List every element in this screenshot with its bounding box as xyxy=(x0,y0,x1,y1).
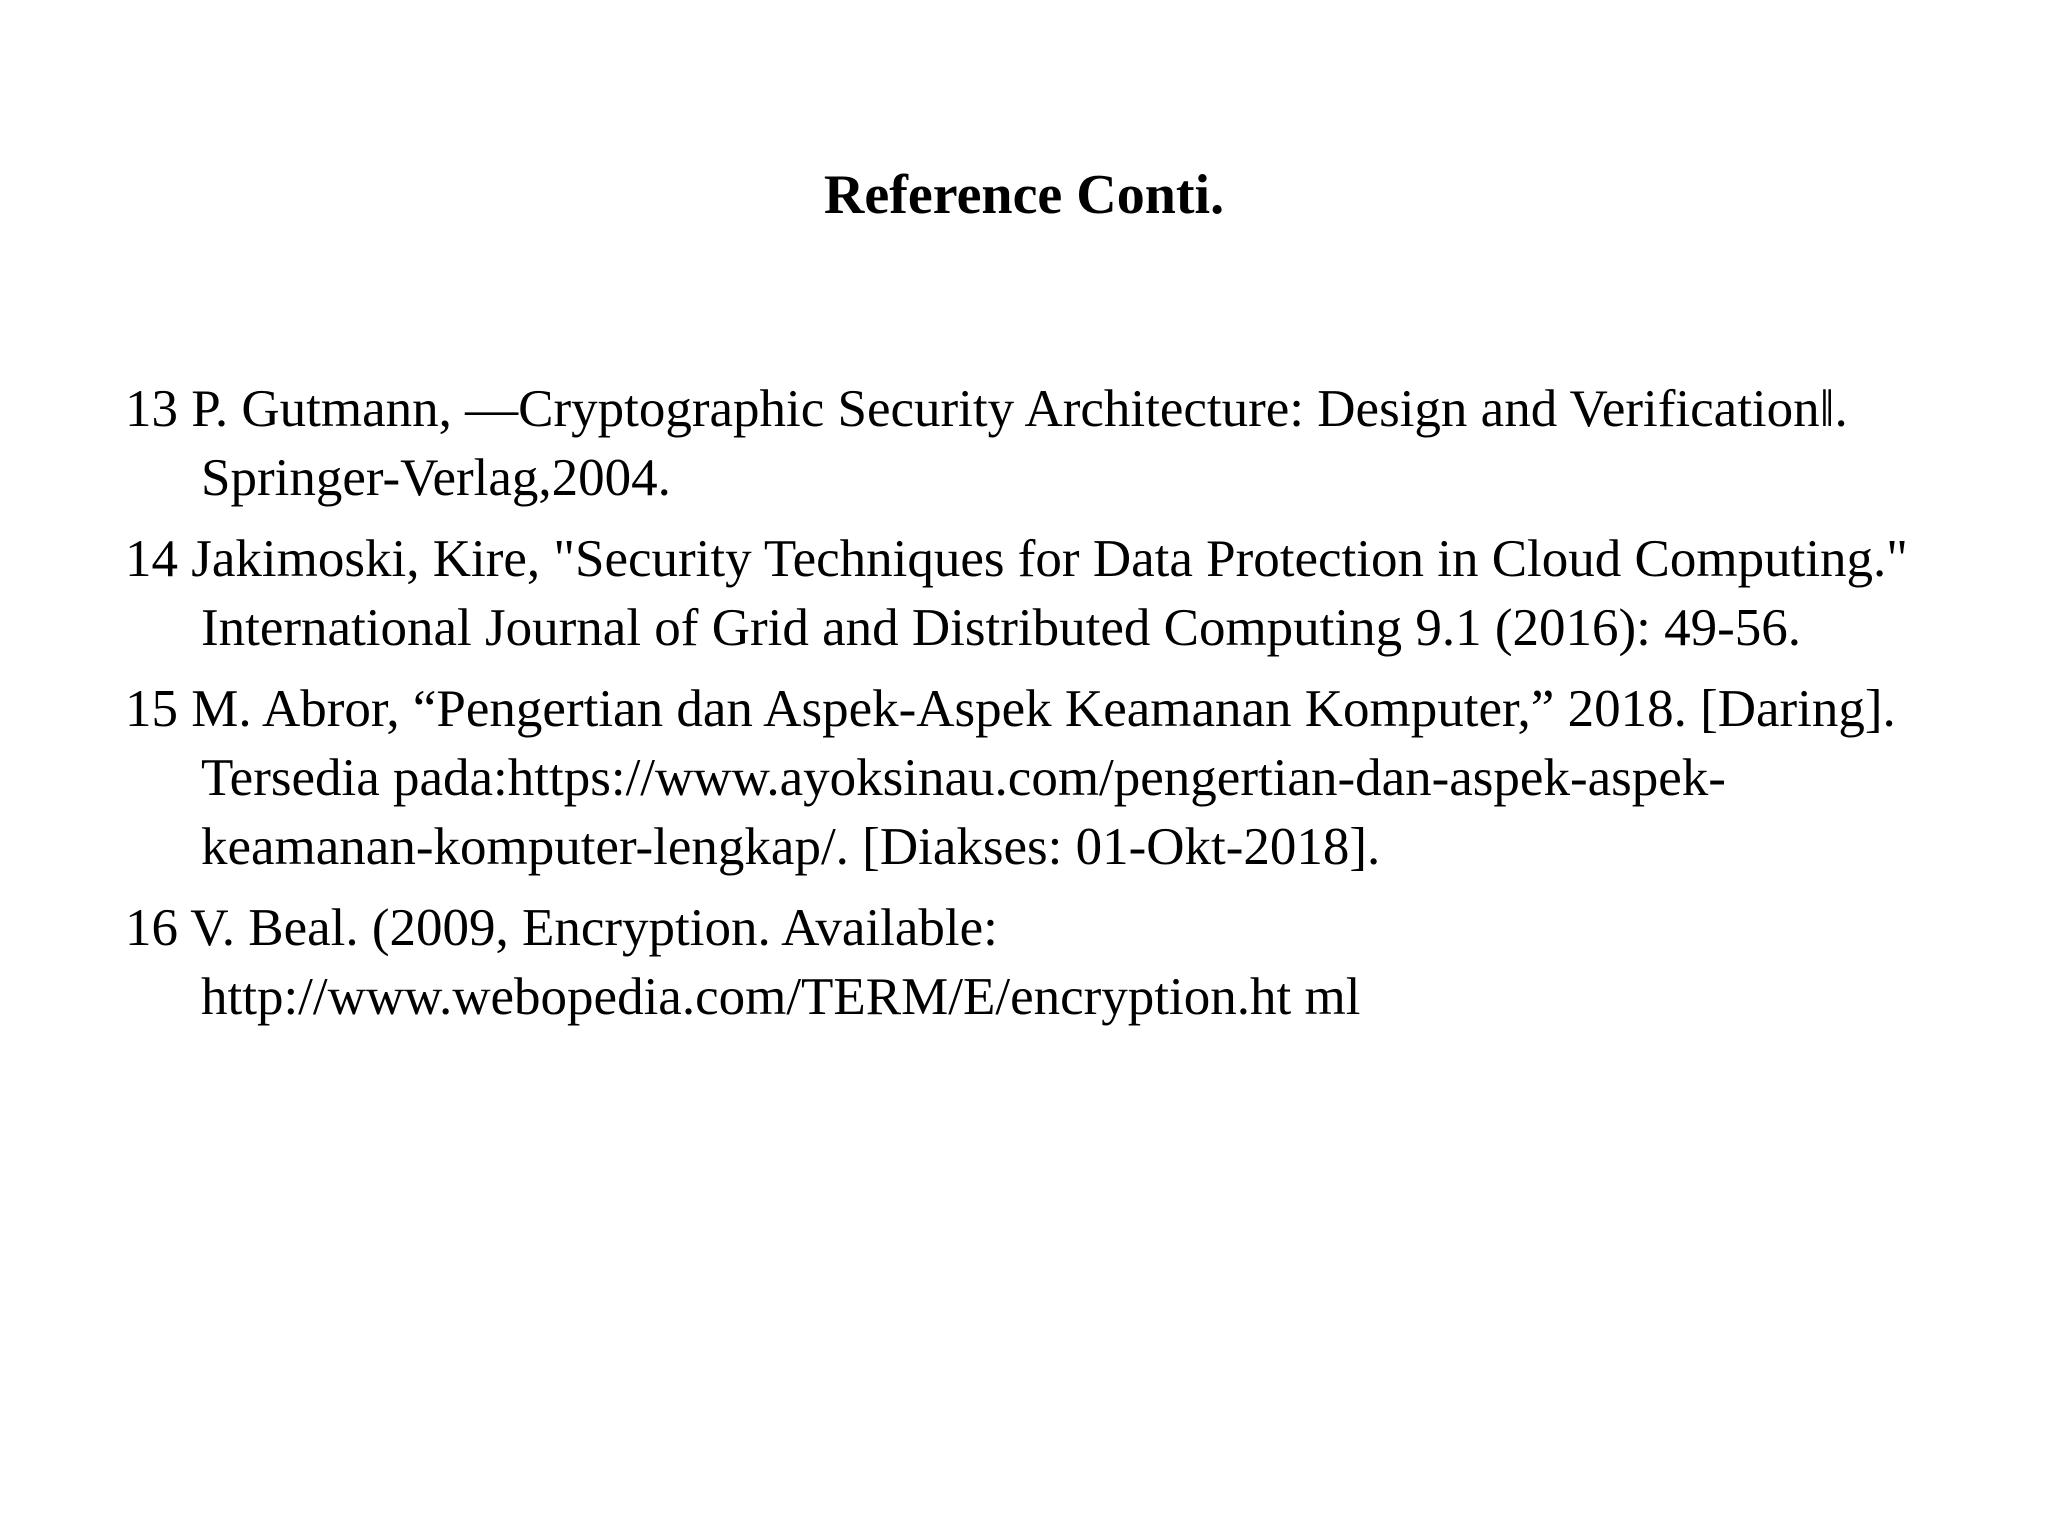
reference-number: 16 xyxy=(125,899,178,957)
reference-number: 15 xyxy=(125,680,178,738)
reference-list xyxy=(125,375,1955,1044)
reference-item-14 xyxy=(125,525,1955,663)
reference-item-15 xyxy=(125,675,1955,882)
reference-text: V. Beal. (2009, Encryption. Available: http://www.webopedia.com/TERM/E/encryption.ht ml xyxy=(190,899,1361,1026)
reference-number: 13 xyxy=(125,380,178,438)
reference-text: M. Abror, “Pengertian dan Aspek-Aspek Keamanan Komputer,” 2018. [Daring]. Tersedia pada:https://www.ayoksinau.com/pengertian-dan-aspek-aspek-keamanan-komputer-lengkap/. [Diakses: 01-Okt-2018]. xyxy=(191,680,1896,876)
reference-text: Jakimoski, Kire, "Security Techniques for Data Protection in Cloud Computing." International Journal of Grid and Distributed Computing 9.1 (2016): 49-56. xyxy=(191,530,1908,657)
reference-number: 14 xyxy=(125,530,178,588)
reference-text: P. Gutmann, ―Cryptographic Security Architecture: Design and Verification‖. Springer-Verlag,2004. xyxy=(191,380,1848,507)
reference-item-16 xyxy=(125,894,1955,1032)
slide-title: Reference Conti. xyxy=(823,164,1225,226)
reference-item-13 xyxy=(125,375,1955,513)
